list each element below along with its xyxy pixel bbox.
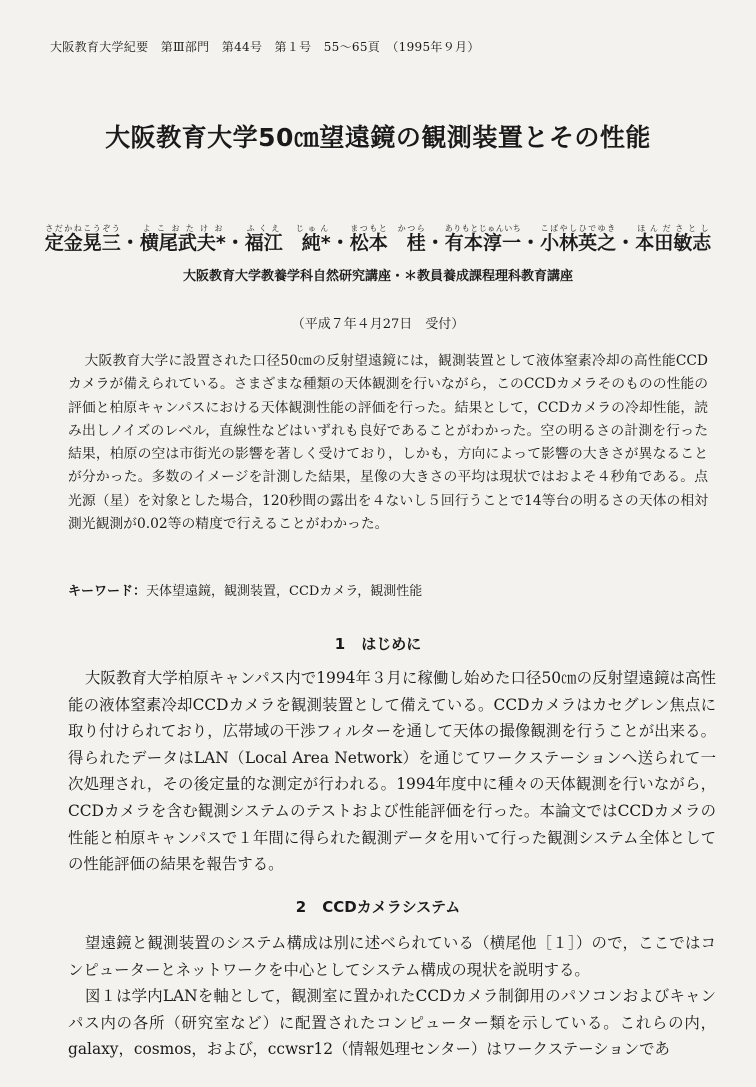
paper-title: 大阪教育大学50㎝望遠鏡の観測装置とその性能 [105, 123, 651, 152]
author-name: 小林英之こばやしひでゆき [540, 224, 617, 254]
section-number: 2 [295, 898, 307, 916]
author-name: 有本淳一ありもとじゅんいち [444, 224, 522, 254]
author-reading: まつもと かつら [349, 224, 426, 233]
author-affiliation: 大阪教育大学教養学科自然研究講座・＊教員養成課程理科教育講座 [182, 269, 573, 284]
author-reading: よこおたけお [139, 224, 226, 233]
body-paragraph: 大阪教育大学柏原キャンパス内で1994年３月に稼働し始めた口径50㎝の反射望遠鏡は高性能の液体窒素冷却CCDカメラを観測装置として備えている。CCDカメラはカセグレン焦点に取り付けられており，広帯域の干渉フィルターを通して天体の撮像観測を行うことが出来る。得られたデータはLAN（Local Area Network）を通じてワークステーションへ送られて一次処理され，その後定量的な測定が行われる。1994年度中に種々の天体観測を行いながら，CCDカメラを含む観測システムのテストおよび性能評価を行った。本論文ではCCDカメラの性能と柏原キャンパスで１年間に得られた観測データを用いて行った観測システム全体としての性能評価の結果を報告する。 [68, 669, 716, 874]
body-paragraph: 図１は学内LANを軸として，観測室に置かれたCCDカメラ制御用のパソコンおよびキャンパス内の各所（研究室など）に配置されたコンピューター類を示している。これらの内，galaxy，cosmos，および，ccwsr12（情報処理センター）はワークステーションであ [68, 987, 716, 1059]
section-title: はじめに [361, 635, 422, 653]
author-reading: こばやしひでゆき [540, 224, 617, 233]
author-separator: ・ [521, 232, 541, 254]
author-name: 本田敏志ほんださとし [635, 224, 712, 254]
section-heading-introduction [0, 633, 756, 654]
section-title: CCDカメラシステム [322, 898, 461, 916]
keywords-terms: 天体望遠鏡，観測装置，CCDカメラ，観測性能 [146, 584, 423, 599]
author-separator: ・ [330, 232, 350, 254]
section-number: 1 [334, 635, 346, 653]
author-reading: ありもとじゅんいち [444, 224, 522, 233]
body-paragraph: 望遠鏡と観測装置のシステム構成は別に述べられている（横尾他［１］）ので，ここではコンピューターとネットワークを中心としてシステム構成の現状を説明する。 [68, 934, 716, 979]
author-separator: ・ [616, 232, 636, 254]
author-reading: ふくえ じゅん [244, 224, 331, 233]
author-separator: ・ [120, 232, 140, 254]
section-body-ccd-system [68, 930, 716, 1063]
author-name: 横尾武夫*よこおたけお [139, 224, 226, 254]
author-reading: さだかねこうぞう [44, 224, 121, 233]
journal-header: 大阪教育大学紀要 第Ⅲ部門 第44号 第１号 55～65頁 （1995年９月） [50, 40, 480, 54]
section-heading-ccd-system [0, 896, 756, 917]
author-separator: ・ [225, 232, 245, 254]
keywords-label: キーワード： [68, 584, 147, 599]
author-list [0, 224, 756, 255]
author-name: 松本 桂まつもと かつら [349, 224, 426, 254]
received-date: （平成７年４月27日 受付） [291, 317, 465, 332]
author-name: 福江 純*ふくえ じゅん [244, 224, 331, 254]
section-body-introduction [68, 665, 716, 878]
abstract-text: 大阪教育大学に設置された口径50㎝の反射望遠鏡には，観測装置として液体窒素冷却の高性能CCDカメラが備えられている。さまざまな種類の天体観測を行いながら，このCCDカメラそのものの性能の評価と柏原キャンパスにおける天体観測性能の評価を行った。結果として，CCDカメラの冷却性能，読み出しノイズのレベル，直線性などはいずれも良好であることがわかった。空の明るさの計測を行った結果，柏原の空は市街光の影響を著しく受けており，しかも，方向によって影響の大きさが異なることが分かった。多数のイメージを計測した結果，星像の大きさの平均は現状ではおよそ４秒角である。点光源（星）を対象とした場合，120秒間の露出を４ないし５回行うことで14等台の明るさの天体の相対測光観測が0.02等の精度で行えることがわかった。 [68, 353, 708, 533]
author-separator: ・ [425, 232, 445, 254]
abstract [68, 350, 708, 536]
author-reading: ほんださとし [635, 224, 712, 233]
keywords [68, 580, 422, 599]
author-name: 定金晃三さだかねこうぞう [44, 224, 121, 254]
